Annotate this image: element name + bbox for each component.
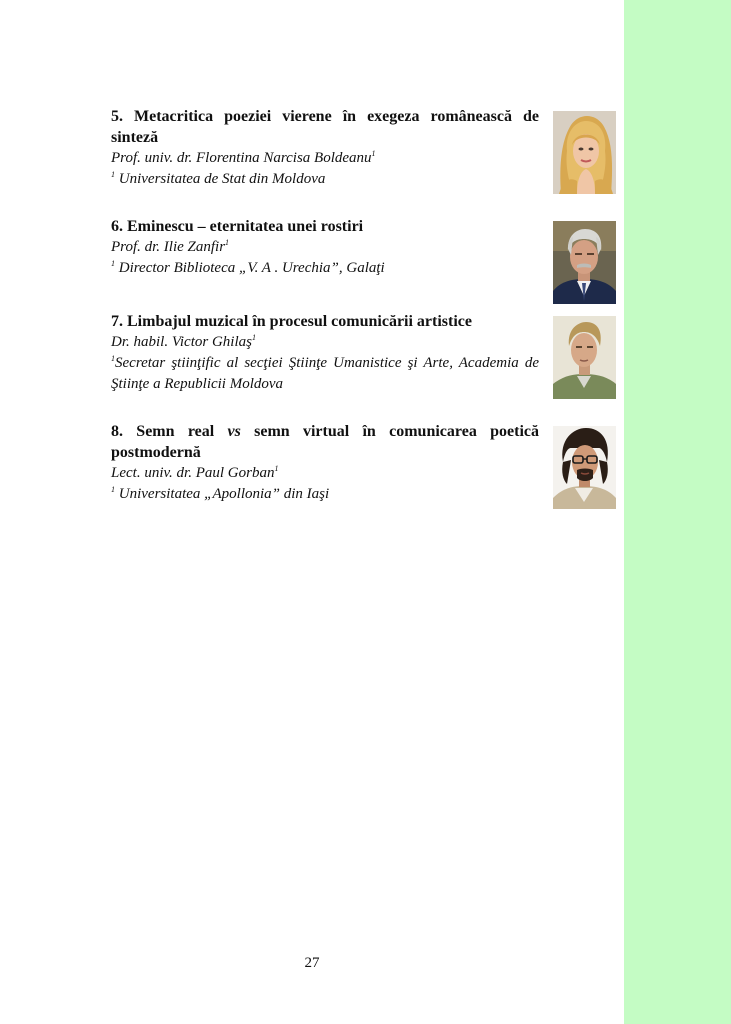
portrait-man-blond-icon bbox=[553, 316, 616, 399]
entry-title: 7. Limbajul muzical în procesul comunicării artistice bbox=[111, 313, 473, 330]
entry-affiliation: $^1$ Universitatea de Stat din Moldova bbox=[111, 170, 326, 187]
entry-author: Prof. dr. Ilie Zanfir$^1$ bbox=[111, 238, 230, 255]
entry-6 bbox=[111, 216, 539, 279]
entry-author: Prof. univ. dr. Florentina Narcisa Boldeanu$^1$ bbox=[111, 149, 376, 166]
portrait-woman-blonde-icon bbox=[553, 111, 616, 194]
entry-8 bbox=[111, 421, 539, 505]
entry-7 bbox=[111, 311, 539, 395]
entry-title: 6. Eminescu ‒ eternitatea unei rostiri bbox=[111, 218, 364, 235]
entry-affiliation: $^1$ Universitatea „Apollonia” din Iaşi bbox=[111, 485, 330, 502]
entry-author: Dr. habil. Victor Ghilaş$^1$ bbox=[111, 333, 256, 350]
entry-5 bbox=[111, 106, 539, 190]
side-color-band bbox=[624, 0, 731, 1024]
entry-affiliation: $^1$ Director Biblioteca „V. A . Urechia”, Galaţi bbox=[111, 259, 385, 276]
entry-title: 5. Metacritica poeziei vierene în exegeza românească de sinteză bbox=[111, 108, 539, 146]
portrait-man-grey-hair-icon bbox=[553, 221, 616, 304]
entry-author: Lect. univ. dr. Paul Gorban$^1$ bbox=[111, 464, 279, 481]
portrait-man-glasses-beard-icon bbox=[553, 426, 616, 509]
entry-title: 8. Semn real vs semn virtual în comunicarea poetică postmodernă bbox=[111, 423, 539, 461]
page-number: 27 bbox=[304, 955, 320, 971]
entry-affiliation: $^1$Secretar ştiinţific al secţiei Ştiinţe Umanistice şi Arte, Academia de Ştiinţe a Republicii Moldova bbox=[111, 354, 539, 392]
